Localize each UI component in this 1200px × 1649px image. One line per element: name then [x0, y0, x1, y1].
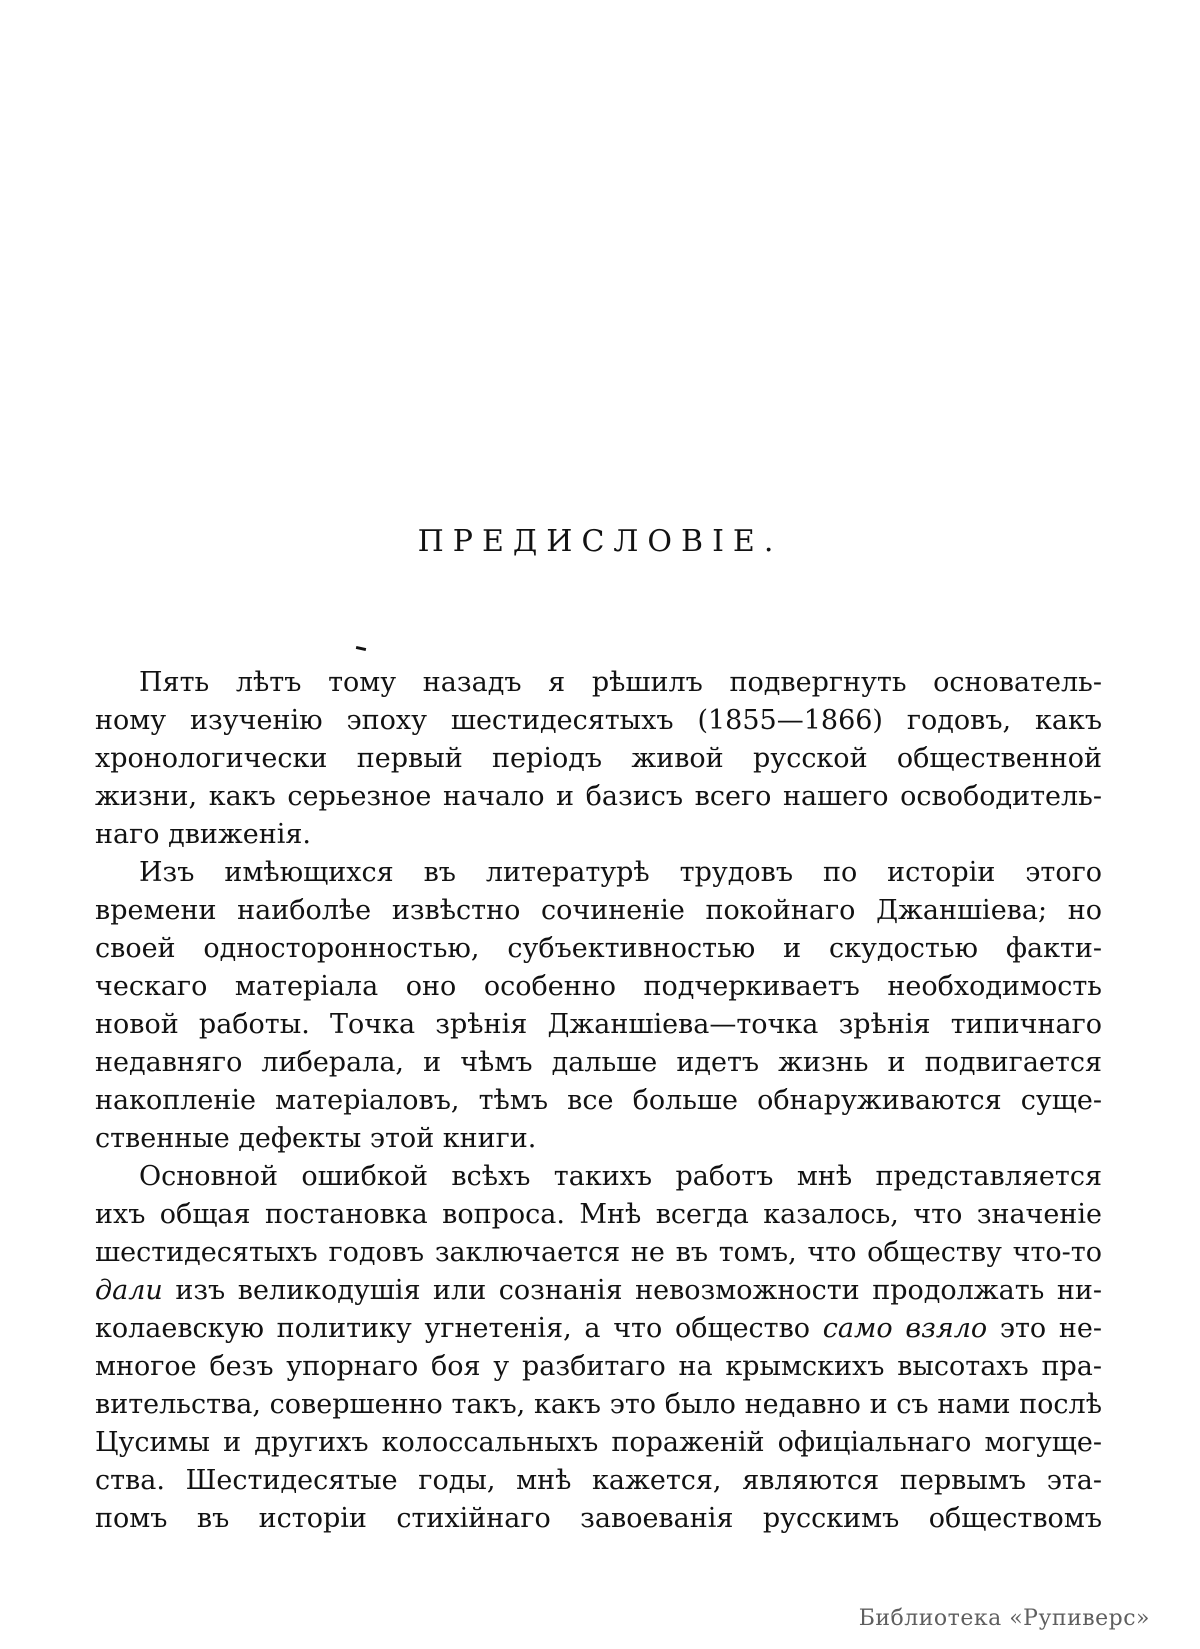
- text-segment: изъ великодушія или сознанія невозможности продолжать ни-: [162, 1275, 1102, 1306]
- body-text: [95, 664, 1102, 1538]
- text-segment: ства. Шестидесятые годы, мнѣ кажется, являются первымъ эта-: [95, 1465, 1102, 1496]
- text-segment: это не-: [987, 1313, 1103, 1344]
- text-line: [95, 1082, 1102, 1120]
- text-line: [95, 1386, 1102, 1424]
- text-segment: Цусимы и другихъ колоссальныхъ пораженій офиціальнаго могуще-: [95, 1427, 1102, 1458]
- library-watermark: Библиотека «Рупиверс»: [858, 1606, 1150, 1631]
- text-line: [95, 778, 1102, 816]
- text-segment: ихъ общая постановка вопроса. Мнѣ всегда казалось, что значеніе: [95, 1199, 1102, 1230]
- text-line: [95, 1424, 1102, 1462]
- text-segment: накопленіе матеріаловъ, тѣмъ все больше обнаруживаются суще-: [95, 1085, 1102, 1116]
- text-line: [95, 664, 1102, 702]
- text-line: [95, 1348, 1102, 1386]
- text-line: [95, 1500, 1102, 1538]
- text-line: [95, 854, 1102, 892]
- text-segment: вительства, совершенно такъ, какъ это было недавно и съ нами послѣ: [95, 1389, 1102, 1420]
- text-line: [95, 1006, 1102, 1044]
- text-line: [95, 930, 1102, 968]
- text-segment: хронологически первый періодъ живой русской общественной: [95, 743, 1102, 774]
- text-line: [95, 1120, 1102, 1158]
- text-line: [95, 1158, 1102, 1196]
- text-segment: новой работы. Точка зрѣнія Джаншіева—точка зрѣнія типичнаго: [95, 1009, 1102, 1040]
- text-line: [95, 702, 1102, 740]
- text-line: [95, 1462, 1102, 1500]
- text-segment: своей односторонностью, субъективностью и скудостью факти-: [95, 933, 1102, 964]
- text-line: [95, 816, 1102, 854]
- text-segment: шестидесятыхъ годовъ заключается не въ томъ, что обществу что-то: [95, 1237, 1102, 1268]
- italic-text: дали: [95, 1275, 163, 1306]
- text-segment: жизни, какъ серьезное начало и базисъ всего нашего освободитель-: [95, 781, 1102, 812]
- text-segment: Основной ошибкой всѣхъ такихъ работъ мнѣ представляется: [139, 1161, 1102, 1192]
- text-segment: Пять лѣтъ тому назадъ я рѣшилъ подвергнуть основатель-: [139, 667, 1102, 698]
- text-segment: ческаго матеріала оно особенно подчеркиваетъ необходимость: [95, 971, 1102, 1002]
- text-line: [95, 1272, 1102, 1310]
- text-segment: ному изученію эпоху шестидесятыхъ (1855—1866) годовъ, какъ: [95, 705, 1102, 736]
- text-segment: наго движенія.: [95, 819, 311, 850]
- text-line: [95, 1234, 1102, 1272]
- text-line: [95, 1310, 1102, 1348]
- page-title: ПРЕДИСЛОВІЕ.: [417, 524, 783, 559]
- text-line: [95, 968, 1102, 1006]
- text-segment: помъ въ исторіи стихійнаго завоеванія русскимъ обществомъ: [95, 1503, 1102, 1534]
- text-line: [95, 1044, 1102, 1082]
- text-segment: недавняго либерала, и чѣмъ дальше идетъ жизнь и подвигается: [95, 1047, 1102, 1078]
- text-segment: многое безъ упорнаго боя у разбитаго на крымскихъ высотахъ пра-: [95, 1351, 1102, 1382]
- text-line: [95, 892, 1102, 930]
- text-segment: Изъ имѣющихся въ литературѣ трудовъ по исторіи этого: [139, 857, 1102, 888]
- italic-text: само взяло: [822, 1313, 988, 1344]
- text-segment: времени наиболѣе извѣстно сочиненіе покойнаго Джаншіева; но: [95, 895, 1102, 926]
- ink-speck: [356, 646, 366, 651]
- text-line: [95, 740, 1102, 778]
- text-line: [95, 1196, 1102, 1234]
- text-segment: ственные дефекты этой книги.: [95, 1123, 537, 1154]
- text-segment: колаевскую политику угнетенія, а что общество: [95, 1313, 823, 1344]
